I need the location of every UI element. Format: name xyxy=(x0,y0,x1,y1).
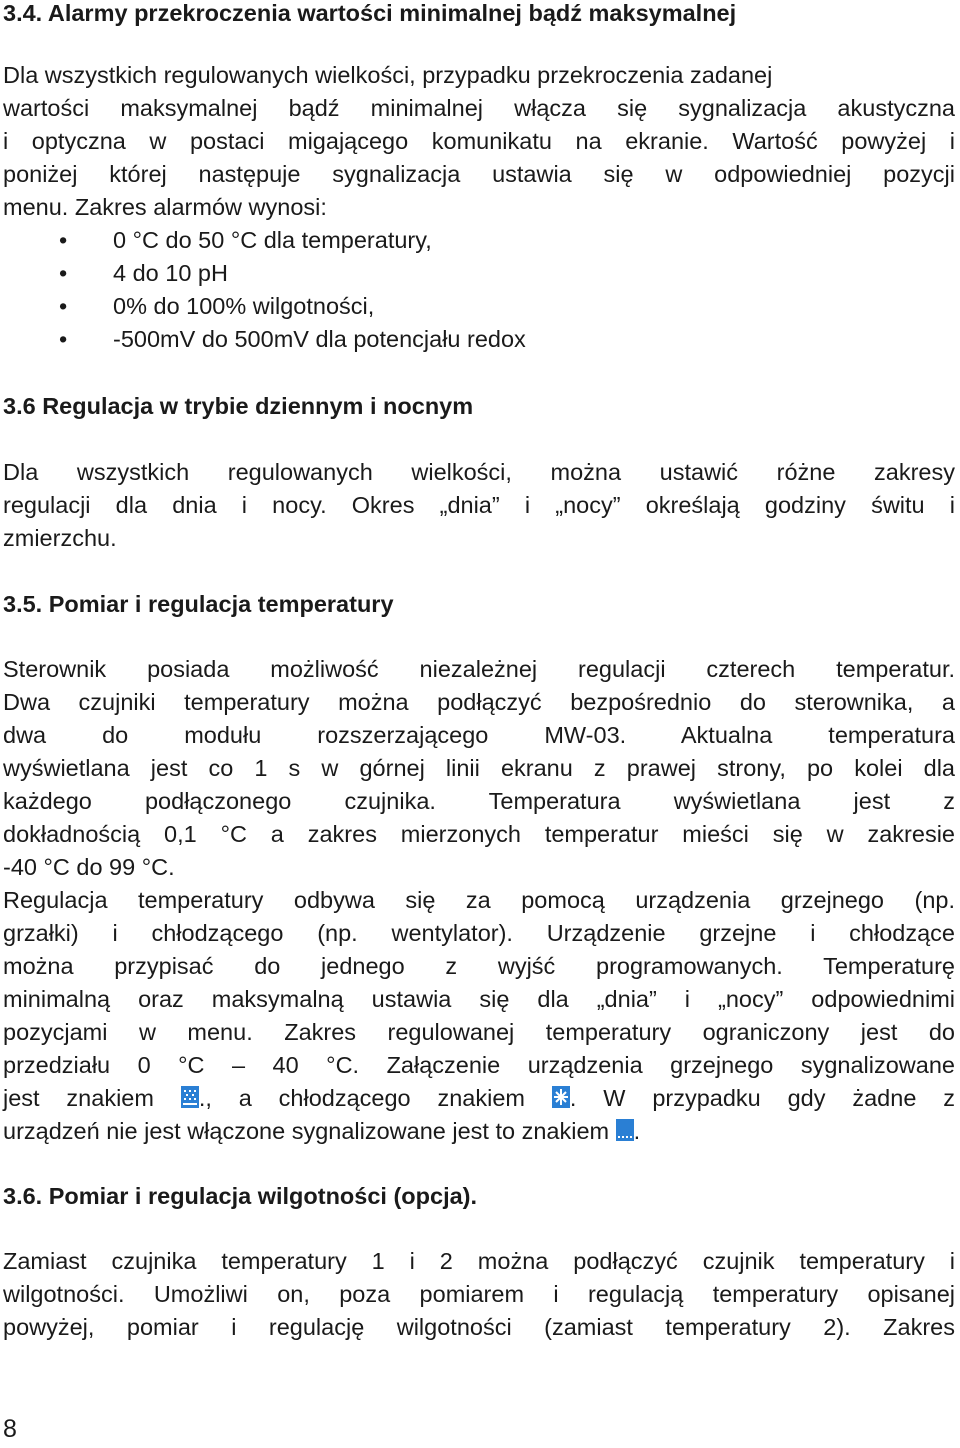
para-day-night-line: zmierzchu. xyxy=(3,525,117,551)
para-day-night-line: Dla wszystkich regulowanych wielkości, można ustawić różne zakresy xyxy=(3,459,955,485)
bullet-marker: • xyxy=(59,326,68,352)
para-temperature-line: dokładnością 0,1 °C a zakres mierzonych temperatur mieści się w zakresie xyxy=(3,821,955,847)
heading-temperature: 3.5. Pomiar i regulacja temperatury xyxy=(3,591,394,617)
idle-dots-icon xyxy=(616,1119,634,1141)
bullet-marker: • xyxy=(59,227,68,253)
para-temperature-line: minimalną oraz maksymalną ustawia się dla „dnia” i „nocy” odpowiednimi xyxy=(3,986,955,1012)
heating-symbol-icon xyxy=(181,1086,199,1108)
bullet-marker: • xyxy=(59,293,68,319)
para-temperature-line: Dwa czujniki temperatury można podłączyć bezpośrednio do sterownika, a xyxy=(3,689,955,715)
para-humidity-line: powyżej, pomiar i regulację wilgotności (zamiast temperatury 2). Zakres xyxy=(3,1314,955,1340)
para-alarms-line: i optyczna w postaci migającego komunikatu na ekranie. Wartość powyżej i xyxy=(3,128,955,154)
bullet-marker: • xyxy=(59,260,68,286)
text-segment: . W przypadku gdy żadne z xyxy=(569,1085,955,1111)
page-number: 8 xyxy=(3,1415,17,1443)
para-humidity-line: wilgotności. Umożliwi on, poza pomiarem i regulacją temperatury opisanej xyxy=(3,1281,955,1307)
para-temperature-line: grzałki) i chłodzącego (np. wentylator). Urządzenie grzejne i chłodzące xyxy=(3,920,955,946)
para-temperature-line-icons xyxy=(3,1115,640,1148)
para-temperature-line: wyświetlana jest co 1 s w górnej linii ekranu z prawej strony, po kolei dla xyxy=(3,755,955,781)
para-temperature-line: przedziału 0 °C – 40 °C. Załączenie urządzenia grzejnego sygnalizowane xyxy=(3,1052,955,1078)
heading-day-night: 3.6 Regulacja w trybie dziennym i nocnym xyxy=(3,393,474,419)
para-alarms-line: poniżej której następuje sygnalizacja ustawia się w odpowiedniej pozycji xyxy=(3,161,955,187)
alarm-range-item: 0 °C do 50 °C dla temperatury, xyxy=(113,227,432,253)
para-temperature-line: Sterownik posiada możliwość niezależnej regulacji czterech temperatur. xyxy=(3,656,955,682)
para-temperature-line: każdego podłączonego czujnika. Temperatura wyświetlana jest z xyxy=(3,788,955,814)
alarm-range-item: 0% do 100% wilgotności, xyxy=(113,293,375,319)
cooling-snowflake-icon xyxy=(552,1086,570,1108)
para-temperature-line: można przypisać do jednego z wyjść programowanych. Temperaturę xyxy=(3,953,955,979)
para-temperature-line: Regulacja temperatury odbywa się za pomocą urządzenia grzejnego (np. xyxy=(3,887,955,913)
para-temperature-line: dwa do modułu rozszerzającego MW-03. Aktualna temperatura xyxy=(3,722,955,748)
alarm-range-item: 4 do 10 pH xyxy=(113,260,228,286)
para-temperature-line: pozycjami w menu. Zakres regulowanej temperatury ograniczony jest do xyxy=(3,1019,955,1045)
alarm-range-item: -500mV do 500mV dla potencjału redox xyxy=(113,326,526,352)
para-temperature-line-icons xyxy=(3,1082,955,1115)
heading-humidity: 3.6. Pomiar i regulacja wilgotności (opcja). xyxy=(3,1183,478,1209)
text-segment: jest znakiem xyxy=(3,1085,181,1111)
para-alarms-line: menu. Zakres alarmów wynosi: xyxy=(3,194,327,220)
text-segment: urządzeń nie jest włączone sygnalizowane jest to znakiem xyxy=(3,1118,616,1144)
para-day-night-line: regulacji dla dnia i nocy. Okres „dnia” i „nocy” określają godziny świtu i xyxy=(3,492,955,518)
text-segment: ., a chłodzącego znakiem xyxy=(198,1085,552,1111)
heading-alarms: 3.4. Alarmy przekroczenia wartości minimalnej bądź maksymalnej xyxy=(3,0,737,26)
para-temperature-line: -40 °C do 99 °C. xyxy=(3,854,175,880)
para-humidity-line: Zamiast czujnika temperatury 1 i 2 można podłączyć czujnik temperatury i xyxy=(3,1248,955,1274)
para-alarms-line: Dla wszystkich regulowanych wielkości, przypadku przekroczenia zadanej xyxy=(3,62,773,88)
para-alarms-line: wartości maksymalnej bądź minimalnej włącza się sygnalizacja akustyczna xyxy=(3,95,955,121)
text-segment: . xyxy=(633,1118,641,1144)
